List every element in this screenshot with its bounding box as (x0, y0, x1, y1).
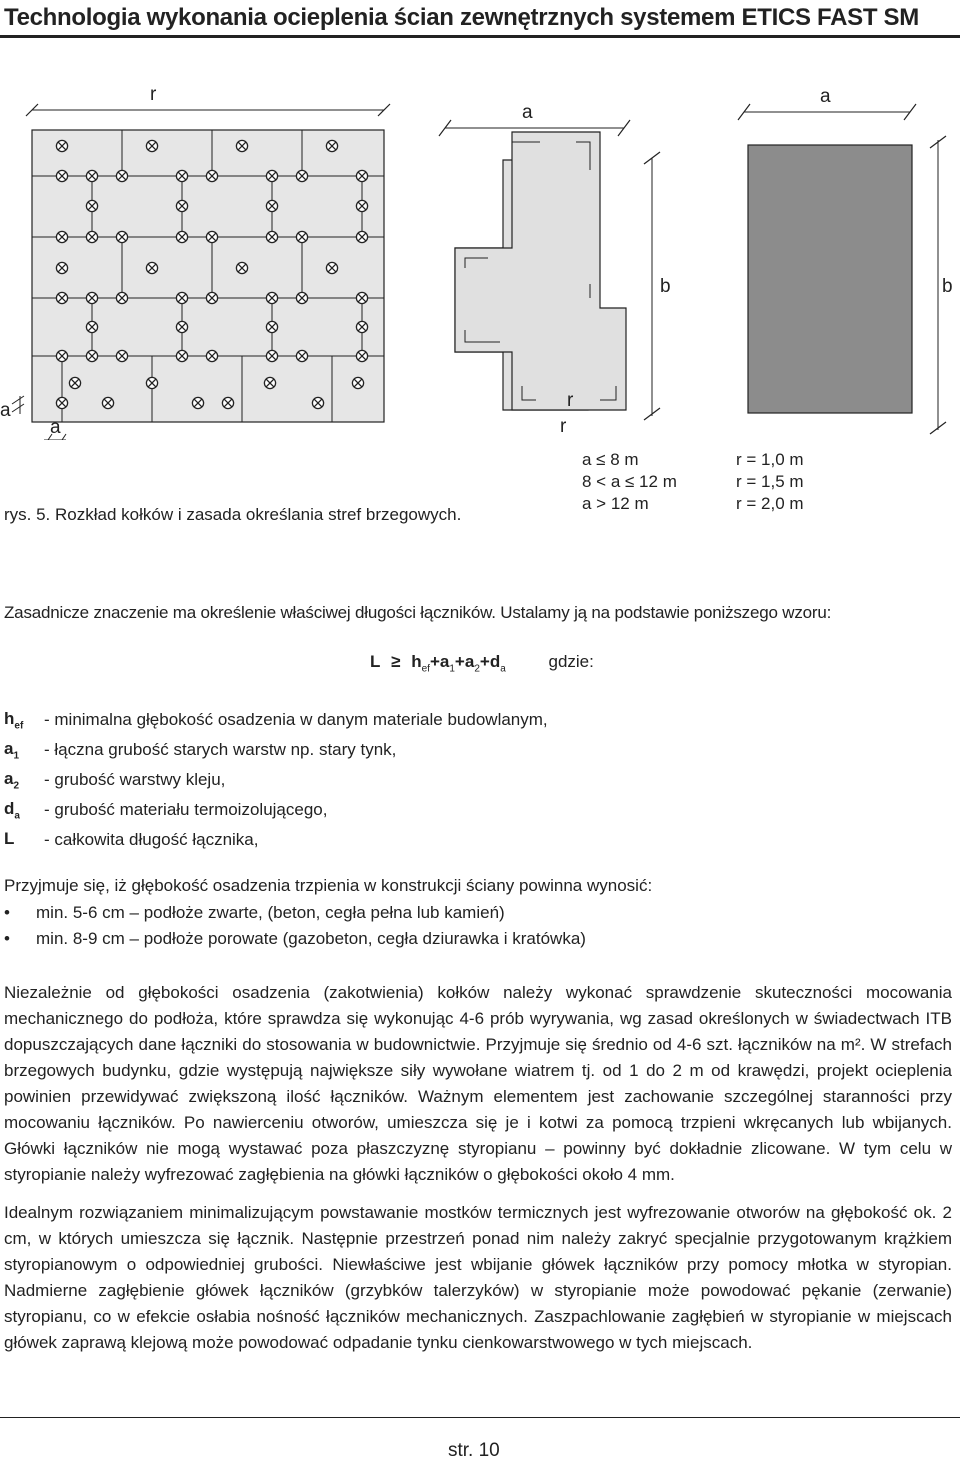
dim-label-r-top: r (150, 84, 157, 105)
formula-d: d (489, 652, 501, 671)
bullet-text: min. 8-9 cm – podłoże porowate (gazobeton, cegła dziurawka i kratówka) (36, 929, 586, 948)
dim-label-b-middle: b (660, 276, 671, 297)
definition-row (4, 765, 548, 795)
definition-text: - całkowita długość łącznika, (44, 830, 259, 849)
paragraph-thermal-bridges: Idealnym rozwiązaniem minimalizującym powstawanie mostków termicznych jest wyfrezowanie otworów na głębokość ok. 2 cm, w których umieszcza się łącznik. Następnie przestrzeń ponad nim należy zakryć specjalnie przygotowanym krążkiem styropianowym o odpowiedniej grubości. Niewłaściwe jest wbijanie główek łączników przy pomocy młotka w styropian. Nadmierne zagłębienie główek łączników (grzybków talerzyków) w styropianie może powodować pękanie (zerwanie) styropianu, co w efekcie osłabia nośność łączników mechanicznych. Zaszpachlowanie zagłębień w styropianie w miejscach główek zaprawą klejową może powodować odpadanie tynku cienkowarstwowego w tych miejscach. (4, 1203, 952, 1352)
definition-symbol: h (4, 708, 15, 728)
stepped-facade-panel (439, 102, 671, 437)
dim-label-b-right: b (942, 276, 953, 297)
bullet-icon: • (4, 903, 10, 922)
definition-row (4, 705, 548, 735)
formula-where: gdzie: (548, 652, 594, 671)
definition-symbol: a (4, 768, 14, 788)
definition-symbol: a (4, 738, 14, 758)
legend-range-1: a ≤ 8 m (582, 450, 639, 469)
dim-label-a-right: a (820, 86, 831, 107)
depth-intro: Przyjmuje się, iż głębokość osadzenia trzpienia w konstrukcji ściany powinna wynosić: (4, 876, 653, 895)
definition-text: - grubość materiału termoizolującego, (44, 800, 328, 819)
formula-a2-sub: 2 (474, 663, 480, 675)
formula-a2: a (464, 652, 475, 671)
legend-ranges (582, 449, 677, 515)
formula-a1: a (439, 652, 450, 671)
legend-range-3: a > 12 m (582, 494, 649, 513)
dim-label-a-bottom: a (50, 417, 61, 438)
legend-value-2: r = 1,5 m (736, 472, 804, 491)
length-formula (370, 652, 594, 674)
legend-values (736, 449, 804, 515)
definition-symbol: L (4, 828, 15, 848)
definition-symbol-sub: ef (14, 720, 24, 732)
formula-operator: ≥ (391, 652, 401, 671)
formula-plus: + (454, 652, 465, 671)
definition-row (4, 795, 548, 825)
title-divider (0, 35, 960, 38)
formula-a1-sub: 1 (449, 663, 455, 675)
formula-lhs: L (370, 652, 381, 671)
formula-plus: + (429, 652, 440, 671)
dim-label-a-left: a (0, 400, 11, 421)
legend-value-3: r = 2,0 m (736, 494, 804, 513)
bullet-item (4, 929, 586, 949)
definitions-list (4, 705, 548, 855)
legend-range-2: 8 < a ≤ 12 m (582, 472, 677, 491)
page-title: Technologia wykonania ocieplenia ścian zewnętrznych systemem ETICS FAST SM (4, 4, 919, 31)
intro-paragraph: Zasadnicze znaczenie ma określenie właściwej długości łączników. Ustalamy ją na podstawie poniższego wzoru: (4, 603, 832, 622)
board-layout-panel (0, 84, 390, 440)
formula-h: h (411, 652, 422, 671)
dim-label-r-bottom: r (560, 416, 567, 437)
bullet-text: min. 5-6 cm – podłoże zwarte, (beton, cegła pełna lub kamień) (36, 903, 505, 922)
definition-symbol-sub: 1 (13, 750, 20, 762)
definition-symbol: d (4, 798, 15, 818)
rectangle-facade-panel (738, 86, 953, 434)
footer-divider (0, 1417, 960, 1418)
definition-row (4, 735, 548, 765)
definition-symbol-sub: a (14, 810, 20, 822)
page-number: str. 10 (448, 1440, 500, 1461)
dim-label-a-middle: a (522, 102, 533, 123)
anchor-layout-figure (0, 70, 960, 440)
paragraph-anchoring: Niezależnie od głębokości osadzenia (zakotwienia) kołków należy wykonać sprawdzenie skuteczności mocowania mechanicznego do podłoża, które sprawdza się wykonując 4-6 prób wyrywania, wg zasad określonych w świadectwach ITB dopuszczających dane łączniki do stosowania w budownictwie. Przyjmuje się średnio od 4-6 szt. łączników na m². W strefach brzegowych budynku, gdzie występują największe siły wywołane wiatrem tj. od 1 do 2 m od krawędzi, projekt ocieplenia powinien przewidywać zwiększoną ilość łączników. Ważnym elementem jest zachowanie szczególnej staranności przy mocowaniu łączników. Po nawierceniu otworów, umieszcza się je i kotwi za pomocą trzpieni wkręcanych lub wbijanych. Główki łączników nie mogą wystawać poza płaszczyznę styropianu – powinny być dokładnie zlicowane. W tym celu w styropianie należy wyfrezować zagłębienia na główki łączników o głębokości około 4 mm. (4, 983, 952, 1184)
legend-value-1: r = 1,0 m (736, 450, 804, 469)
bullet-icon: • (4, 929, 10, 948)
definition-text: - grubość warstwy kleju, (44, 770, 226, 789)
formula-d-sub: a (500, 663, 506, 675)
definition-row (4, 825, 548, 855)
formula-plus: + (479, 652, 490, 671)
bullet-item (4, 903, 505, 923)
definition-symbol-sub: 2 (13, 780, 20, 792)
formula-h-sub: ef (421, 663, 430, 675)
dim-label-r-middle: r (567, 390, 574, 411)
definition-text: - minimalna głębokość osadzenia w danym materiale budowlanym, (44, 710, 548, 729)
figure-caption: rys. 5. Rozkład kołków i zasada określania stref brzegowych. (4, 505, 462, 524)
definition-text: - łączna grubość starych warstw np. stary tynk, (44, 740, 397, 759)
